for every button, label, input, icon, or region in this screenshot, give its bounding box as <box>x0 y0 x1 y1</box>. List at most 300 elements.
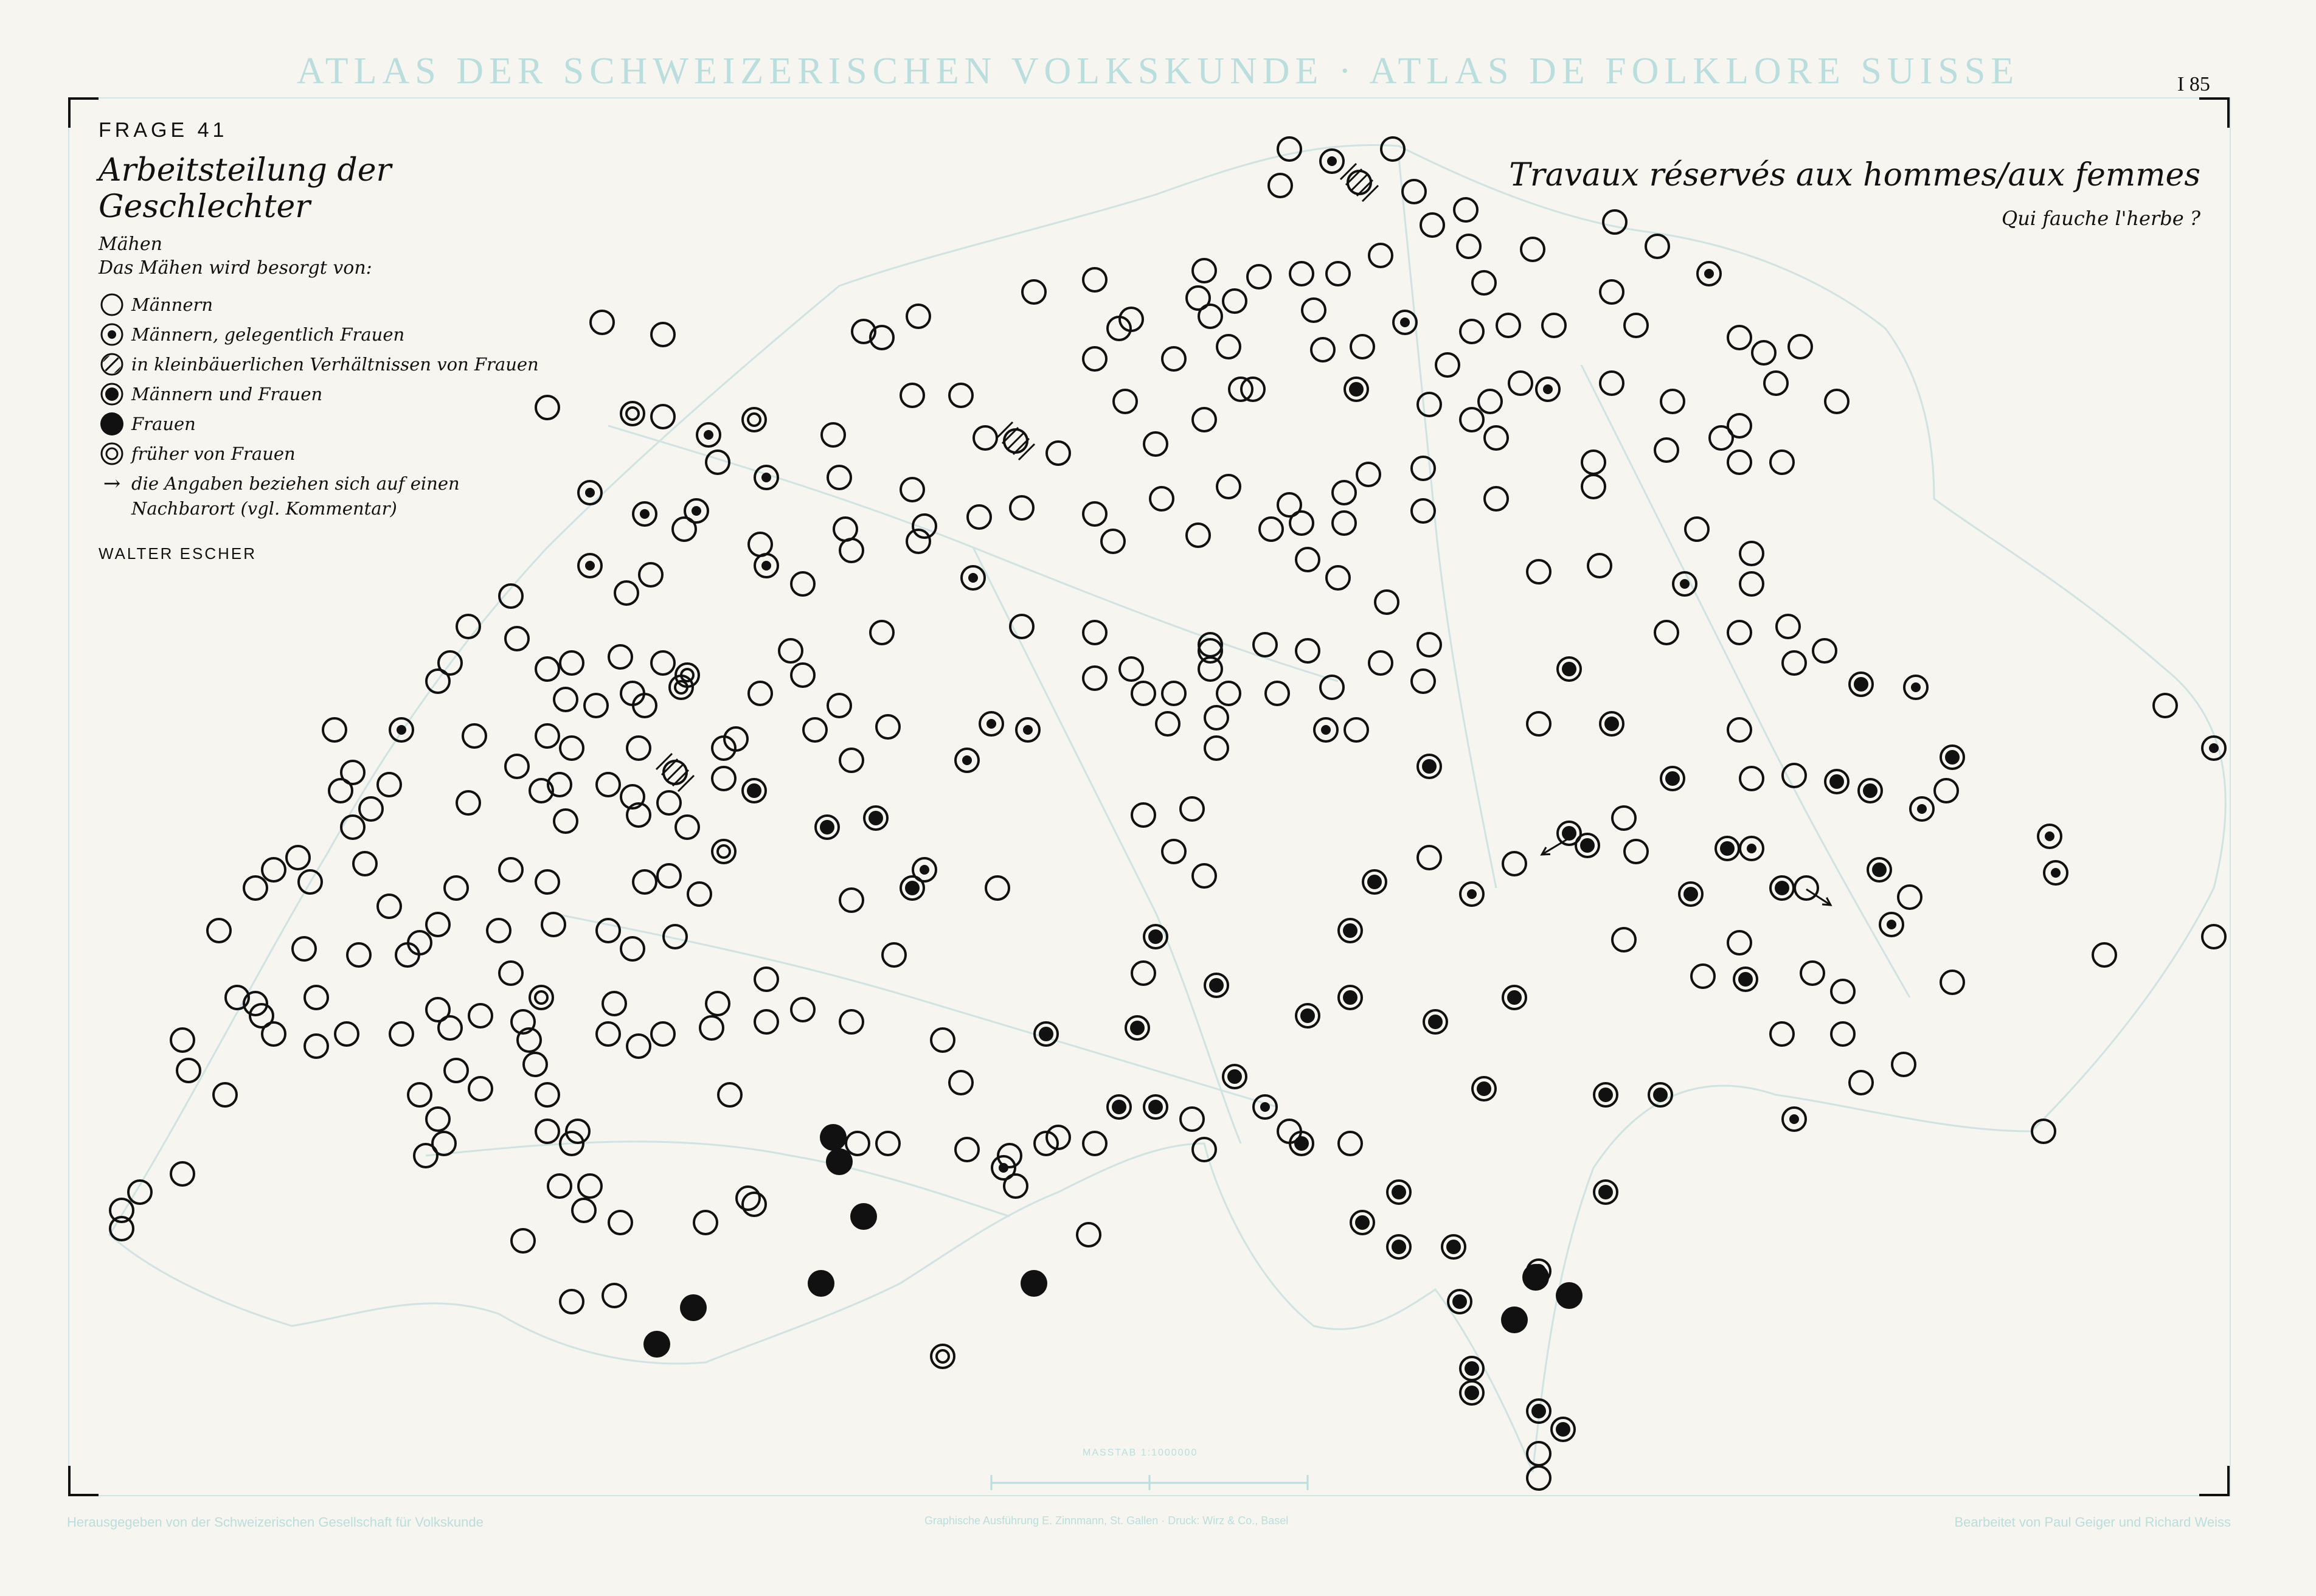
map-symbol-d <box>1783 1108 1806 1131</box>
map-symbol-o <box>1345 718 1368 741</box>
map-symbol-r <box>743 779 766 802</box>
map-symbol-o <box>1655 439 1678 462</box>
map-symbol-o <box>1010 615 1033 638</box>
map-symbol-o <box>1217 475 1240 498</box>
map-symbol-o <box>1527 712 1550 735</box>
map-symbol-o <box>1162 682 1185 705</box>
map-symbol-d <box>1253 1095 1277 1119</box>
map-symbol-o <box>901 384 924 407</box>
map-symbol-o <box>633 694 656 717</box>
map-symbol-o <box>1193 259 1216 282</box>
map-symbol-o <box>469 1004 492 1027</box>
map-symbol-o <box>657 791 681 814</box>
map-symbol-o <box>262 1022 285 1046</box>
map-symbol-r <box>1442 1235 1465 1258</box>
scale-label: MASSTAB 1:1000000 <box>1083 1448 1198 1458</box>
map-symbol-d <box>980 712 1003 735</box>
map-symbol-d <box>390 718 413 741</box>
map-symbol-o <box>1205 706 1228 729</box>
map-symbol-o <box>1582 451 1605 474</box>
map-symbol-o <box>828 694 851 717</box>
map-symbol-o <box>1600 372 1623 395</box>
map-symbol-o <box>791 998 814 1021</box>
map-symbol-o <box>1047 442 1070 465</box>
map-symbol-r <box>1770 876 1794 900</box>
legend-label: Frauen <box>131 413 196 434</box>
map-symbol-o <box>621 937 644 960</box>
map-symbol-w <box>931 1345 954 1368</box>
map-symbol-o <box>1150 487 1173 510</box>
map-symbol-o <box>1588 554 1611 577</box>
map-symbol-o <box>1521 238 1544 261</box>
map-symbol-o <box>378 895 401 918</box>
map-symbol-o <box>1503 852 1526 875</box>
scale-bar <box>991 1475 1308 1490</box>
map-symbol-o <box>1770 451 1794 474</box>
map-symbol-o <box>505 755 529 778</box>
map-symbol-o <box>1813 639 1836 662</box>
map-symbol-r <box>1387 1235 1410 1258</box>
map-symbol-o <box>524 1053 547 1076</box>
map-symbol-o <box>1290 262 1313 285</box>
map-symbol-o <box>572 1199 595 1222</box>
map-symbol-o <box>1083 621 1106 644</box>
map-symbol-o <box>737 1187 760 1210</box>
map-symbol-o <box>621 682 644 705</box>
map-symbol-o <box>1685 518 1708 541</box>
map-symbol-o <box>1527 1442 1550 1465</box>
map-symbol-o <box>1193 1138 1216 1161</box>
map-symbol-o <box>1412 670 1435 693</box>
map-symbol-o <box>1290 512 1313 535</box>
map-symbol-o <box>1412 499 1435 522</box>
map-symbol-o <box>445 876 468 900</box>
map-symbol-o <box>1485 426 1508 449</box>
map-symbol-o <box>2202 925 2225 948</box>
map-symbol-r <box>1290 1132 1313 1155</box>
map-symbol-o <box>1199 305 1222 328</box>
map-symbol-o <box>1296 639 1319 662</box>
map-symbol-o <box>426 913 449 936</box>
map-symbol-o <box>1509 372 1532 395</box>
map-symbol-o <box>1187 524 1210 547</box>
map-symbol-o <box>536 870 559 893</box>
map-symbol-r <box>1418 755 1441 778</box>
map-symbol-o <box>1333 512 1356 535</box>
map-symbol-r <box>1205 974 1228 997</box>
map-symbol-h <box>997 422 1035 460</box>
map-symbol-o <box>1783 651 1806 675</box>
map-symbol-o <box>542 913 565 936</box>
map-symbol-s <box>1501 1306 1528 1333</box>
map-symbol-o <box>907 305 930 328</box>
map-symbol-r <box>864 807 887 830</box>
map-symbol-r <box>1503 986 1526 1009</box>
map-symbol-o <box>1022 280 1045 304</box>
map-symbol-o <box>1162 840 1185 863</box>
map-symbol-o <box>1777 615 1800 638</box>
map-symbol-o <box>1278 1120 1301 1143</box>
map-symbol-r <box>1339 919 1362 942</box>
atlas-header: ATLAS DER SCHWEIZERISCHEN VOLKSKUNDE · ATLAS DE FOLKLORE SUISSE <box>296 50 2020 92</box>
map-symbol-o <box>1624 840 1648 863</box>
map-symbol-o <box>341 761 364 784</box>
map-symbol-o <box>1582 475 1605 498</box>
map-symbol-o <box>323 718 346 741</box>
map-symbol-o <box>536 724 559 748</box>
map-symbol-o <box>1253 633 1277 656</box>
title-german: Arbeitsteilung der Geschlechter <box>99 152 392 225</box>
map-symbol-h <box>1340 164 1378 201</box>
map-symbol-o <box>1217 682 1240 705</box>
map-symbol-o <box>597 1022 620 1046</box>
map-symbol-o <box>1120 657 1143 681</box>
map-symbol-r <box>1859 779 1882 802</box>
map-symbol-o <box>949 384 973 407</box>
map-symbol-w <box>743 408 766 431</box>
legend-label: die Angaben beziehen sich auf einen <box>131 473 460 494</box>
map-symbol-o <box>1898 886 1921 909</box>
map-symbol-o <box>651 651 674 675</box>
map-symbol-o <box>1740 572 1763 595</box>
map-symbol-o <box>1311 338 1334 361</box>
legend-label: Männern und Frauen <box>131 383 323 404</box>
map-symbol-o <box>1460 320 1483 343</box>
map-symbol-o <box>749 533 772 556</box>
map-symbol-o <box>1199 633 1222 656</box>
map-symbol-o <box>1302 299 1325 322</box>
map-symbol-o <box>2154 694 2177 717</box>
map-symbol-o <box>1770 1022 1794 1046</box>
map-symbol-o <box>1132 682 1155 705</box>
footer-editors: Bearbeitet von Paul Geiger und Richard Weiss <box>1954 1514 2231 1530</box>
map-symbol-o <box>1101 530 1125 553</box>
author: WALTER ESCHER <box>99 544 257 563</box>
map-symbol-s <box>820 1124 847 1151</box>
map-symbol-d <box>1314 718 1337 741</box>
map-symbol-o <box>949 1071 973 1094</box>
map-symbol-o <box>505 627 529 650</box>
map-symbol-r <box>1679 883 1702 906</box>
legend-note: Nachbarort (vgl. Kommentar) <box>131 498 397 519</box>
map-symbol-r <box>1460 1381 1483 1404</box>
map-symbol-o <box>408 931 431 954</box>
map-symbol-w <box>530 986 553 1009</box>
open-circle-icon <box>99 291 125 318</box>
map-symbol-r <box>1460 1357 1483 1380</box>
map-symbol-d <box>962 566 985 589</box>
map-symbol-r <box>1472 1077 1496 1100</box>
map-symbol-r <box>1868 858 1891 881</box>
map-symbol-o <box>591 311 614 334</box>
map-symbol-d <box>1880 913 1903 936</box>
map-symbol-o <box>1655 621 1678 644</box>
map-symbol-o <box>1892 1053 1915 1076</box>
map-symbol-o <box>1132 962 1155 985</box>
map-symbol-d <box>1740 837 1763 860</box>
map-symbol-o <box>791 664 814 687</box>
map-symbol-d <box>2038 825 2061 848</box>
map-symbol-o <box>1193 408 1216 431</box>
map-symbol-r <box>1850 673 1873 696</box>
map-symbol-o <box>1357 463 1380 486</box>
arrow-icon: → <box>103 471 121 496</box>
map-symbol-r <box>1941 746 1964 769</box>
map-symbol-o <box>1223 290 1246 313</box>
map-symbol-o <box>627 1035 650 1058</box>
map-symbol-s <box>808 1270 834 1297</box>
map-symbol-o <box>651 323 674 346</box>
map-symbol-o <box>627 737 650 760</box>
map-symbol-o <box>876 1132 900 1155</box>
map-symbol-o <box>651 1022 674 1046</box>
map-symbol-r <box>1351 1211 1374 1234</box>
legend-label: in kleinbäuerlichen Verhältnissen von Frauen <box>131 353 539 375</box>
map-symbol-o <box>1339 1132 1362 1155</box>
map-symbol-o <box>1603 210 1626 234</box>
footer-publisher: Herausgegeben von der Schweizerischen Gesellschaft für Volkskunde <box>67 1514 484 1530</box>
map-symbol-o <box>901 478 924 501</box>
map-symbol-o <box>1457 235 1480 258</box>
map-symbol-o <box>718 1083 741 1106</box>
map-symbol-o <box>597 919 620 942</box>
map-symbol-s <box>1556 1282 1583 1309</box>
map-symbol-o <box>262 858 285 881</box>
question-german: Das Mähen wird besorgt von: <box>99 257 372 279</box>
map-symbol-o <box>2093 943 2116 966</box>
map-symbol-o <box>1728 414 1751 437</box>
map-symbol-r <box>1144 1095 1167 1119</box>
map-symbol-o <box>560 1290 583 1313</box>
map-symbol-o <box>1831 1022 1854 1046</box>
map-symbol-h <box>656 754 694 791</box>
map-symbol-o <box>171 1162 194 1185</box>
map-symbol-d <box>1673 572 1696 595</box>
map-symbol-d <box>955 749 979 772</box>
map-symbol-r <box>1558 657 1581 681</box>
map-symbol-s <box>1522 1264 1549 1291</box>
map-symbol-r <box>1594 1181 1617 1204</box>
legend-item-arrow <box>99 468 585 498</box>
map-symbol-o <box>840 889 863 912</box>
map-symbol-o <box>1479 390 1502 413</box>
map-symbol-o <box>1083 1132 1106 1155</box>
map-symbol-o <box>1351 335 1374 358</box>
map-symbol-o <box>1472 271 1496 294</box>
map-symbol-o <box>1077 1223 1100 1246</box>
map-symbol-o <box>749 682 772 705</box>
map-symbol-o <box>1935 779 1958 802</box>
map-symbol-r <box>1108 1095 1131 1119</box>
map-symbol-d <box>1904 676 1927 699</box>
map-symbol-o <box>445 1059 468 1082</box>
map-symbol-o <box>870 621 893 644</box>
map-symbol-o <box>1199 657 1222 681</box>
map-symbol-o <box>834 518 857 541</box>
map-symbol-o <box>615 581 638 605</box>
hatched-circle-icon <box>99 351 125 378</box>
map-symbol-o <box>396 943 419 966</box>
map-symbol-o <box>1728 621 1751 644</box>
map-symbol-o <box>1162 347 1185 370</box>
map-symbol-d <box>2044 861 2067 884</box>
map-symbol-r <box>1552 1418 1575 1441</box>
map-symbol-o <box>1333 481 1356 504</box>
map-symbol-r <box>1339 986 1362 1009</box>
legend-label: früher von Frauen <box>131 443 296 464</box>
map-symbol-o <box>286 846 310 869</box>
double-circle-icon <box>99 440 125 467</box>
map-symbol-o <box>554 810 577 833</box>
ring-dot-icon <box>99 381 125 408</box>
map-symbol-o <box>560 651 583 675</box>
legend-item-open <box>99 290 585 319</box>
map-symbol-o <box>347 943 370 966</box>
map-symbol-o <box>1789 335 1812 358</box>
map-symbol-o <box>560 737 583 760</box>
map-symbol-o <box>1083 667 1106 690</box>
map-symbol-o <box>554 688 577 711</box>
map-symbol-d <box>1016 718 1039 741</box>
map-symbol-o <box>390 1022 413 1046</box>
map-symbol-d <box>1320 150 1343 173</box>
map-symbol-r <box>1223 1065 1246 1088</box>
map-symbol-d <box>755 554 778 577</box>
map-symbol-o <box>639 563 662 586</box>
map-symbol-o <box>1326 262 1350 285</box>
map-symbol-o <box>1795 876 1818 900</box>
map-symbol-r <box>1448 1290 1471 1313</box>
map-symbol-o <box>1369 244 1392 267</box>
map-symbol-o <box>463 724 486 748</box>
map-symbol-o <box>822 423 845 446</box>
map-symbol-r <box>1734 968 1757 991</box>
map-symbol-o <box>1266 682 1289 705</box>
legend-item-double <box>99 439 585 468</box>
map-symbol-o <box>1752 341 1775 364</box>
map-symbol-o <box>1412 457 1435 480</box>
map-symbol-r <box>1363 870 1386 893</box>
map-symbol-o <box>840 749 863 772</box>
map-symbol-o <box>584 694 608 717</box>
map-symbol-s <box>850 1203 877 1230</box>
title-french: Travaux réservés aux hommes/aux femmes <box>1509 157 2200 193</box>
map-symbol-o <box>536 657 559 681</box>
map-symbol-o <box>1199 639 1222 662</box>
map-symbol-o <box>1247 265 1271 288</box>
map-symbol-o <box>341 816 364 839</box>
map-symbol-o <box>755 1010 778 1033</box>
map-symbol-o <box>1369 651 1392 675</box>
map-symbol-o <box>1646 235 1669 258</box>
map-symbol-r <box>1600 712 1623 735</box>
map-symbol-o <box>1612 928 1635 951</box>
map-symbol-r <box>1126 1016 1149 1039</box>
map-symbol-r <box>1387 1181 1410 1204</box>
map-symbol-o <box>755 968 778 991</box>
map-symbol-o <box>688 883 711 906</box>
map-symbol-o <box>335 1022 358 1046</box>
map-symbol-r <box>816 816 839 839</box>
map-symbol-o <box>1485 487 1508 510</box>
map-symbol-o <box>1740 767 1763 790</box>
map-symbol-s <box>643 1331 670 1358</box>
map-symbol-o <box>1132 803 1155 827</box>
map-symbol-r <box>1035 1022 1058 1046</box>
map-symbol-d <box>633 502 656 526</box>
map-symbol-o <box>609 1211 632 1234</box>
map-symbol-o <box>603 1284 626 1307</box>
map-symbol-o <box>1326 566 1350 589</box>
legend-label: Männern, gelegentlich Frauen <box>131 324 405 345</box>
map-symbol-r <box>901 876 924 900</box>
map-symbol-o <box>359 797 383 821</box>
map-symbol-s <box>1021 1270 1047 1297</box>
map-symbol-o <box>213 1083 237 1106</box>
map-symbol-o <box>1728 718 1751 741</box>
map-symbol-r <box>1825 770 1848 793</box>
map-symbol-o <box>955 1138 979 1161</box>
map-symbol-o <box>2032 1120 2055 1143</box>
map-symbol-o <box>1527 1466 1550 1490</box>
map-symbol-o <box>657 864 681 887</box>
map-symbol-o <box>1418 633 1441 656</box>
map-symbol-o <box>1728 326 1751 349</box>
map-symbol-o <box>469 1077 492 1100</box>
map-symbol-o <box>511 1229 535 1252</box>
map-symbol-o <box>1418 846 1441 869</box>
map-symbol-o <box>1691 965 1714 988</box>
question-number: FRAGE 41 <box>99 119 228 142</box>
map-symbol-o <box>712 767 735 790</box>
map-symbol-o <box>1436 353 1459 376</box>
map-symbol-o <box>1497 314 1520 337</box>
map-symbol-o <box>293 937 316 960</box>
map-symbol-o <box>1083 268 1106 291</box>
map-symbol-o <box>986 876 1009 900</box>
map-symbol-d <box>1393 311 1416 334</box>
map-symbol-o <box>177 1059 200 1082</box>
map-symbol-o <box>676 816 699 839</box>
map-symbol-o <box>846 1132 869 1155</box>
map-symbol-r <box>1594 1083 1617 1106</box>
map-symbol-o <box>828 466 851 489</box>
map-symbol-o <box>1217 335 1240 358</box>
map-symbol-o <box>110 1199 133 1222</box>
map-symbol-o <box>1375 591 1398 614</box>
map-symbol-o <box>1728 931 1751 954</box>
legend <box>99 119 585 563</box>
map-symbol-o <box>1740 542 1763 565</box>
map-symbol-o <box>207 919 231 942</box>
map-symbol-o <box>536 1120 559 1143</box>
map-symbol-o <box>426 1108 449 1131</box>
map-symbol-w <box>621 402 644 425</box>
map-symbol-o <box>499 962 522 985</box>
map-symbol-o <box>1418 393 1441 416</box>
map-symbol-o <box>1764 372 1787 395</box>
map-symbol-o <box>1296 548 1319 571</box>
map-symbol-o <box>1083 502 1106 526</box>
map-symbol-o <box>1850 1071 1873 1094</box>
map-symbol-o <box>609 645 632 668</box>
map-symbol-o <box>1600 280 1623 304</box>
map-symbol-d <box>1910 797 1933 821</box>
map-symbol-d <box>1460 883 1483 906</box>
legend-label: Männern <box>131 294 213 315</box>
map-symbol-o <box>1278 137 1301 161</box>
map-symbol-r <box>1144 925 1167 948</box>
